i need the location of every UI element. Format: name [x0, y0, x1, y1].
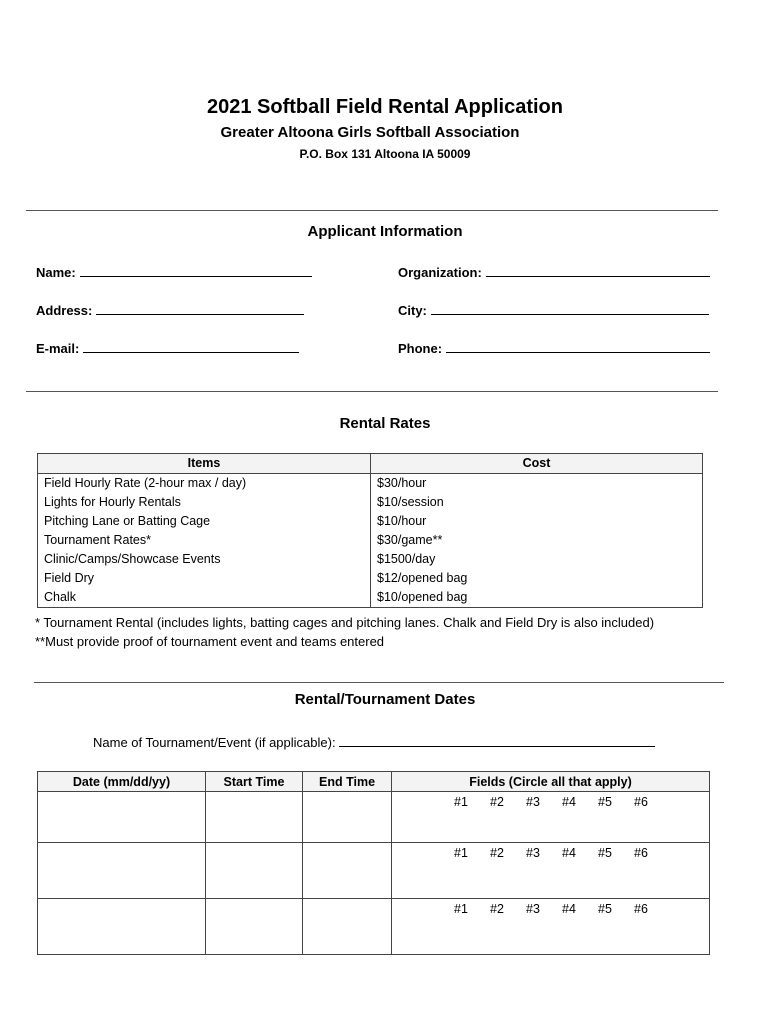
field-option-6[interactable]: #6: [634, 795, 648, 809]
start-time-cell[interactable]: [206, 843, 303, 899]
table-row: [38, 588, 703, 608]
end-time-cell[interactable]: [303, 899, 392, 955]
rate-cost: $30/game**: [371, 531, 703, 550]
rate-item: Chalk: [38, 588, 371, 608]
rate-item: Field Dry: [38, 569, 371, 588]
field-option-5[interactable]: #5: [598, 795, 612, 809]
divider-top: [26, 210, 718, 211]
address-label: Address:: [36, 303, 93, 318]
applicant-heading: Applicant Information: [307, 223, 463, 240]
proof-note: **Must provide proof of tournament event and teams entered: [35, 634, 385, 649]
rate-cost: $12/opened bag: [371, 569, 703, 588]
table-row: [38, 531, 703, 550]
start-time-cell[interactable]: [206, 792, 303, 843]
field-option-4[interactable]: #4: [562, 795, 576, 809]
fields-cell: [392, 899, 710, 955]
table-row: [38, 550, 703, 569]
field-option-5[interactable]: #5: [598, 846, 612, 860]
items-column-header: Items: [38, 454, 371, 474]
field-option-1[interactable]: #1: [454, 846, 468, 860]
rate-cost: $1500/day: [371, 550, 703, 569]
page-title: 2021 Softball Field Rental Application: [207, 96, 563, 118]
fields-cell: [392, 792, 710, 843]
table-row: [38, 493, 703, 512]
dates-heading: Rental/Tournament Dates: [294, 691, 476, 708]
rate-cost: $10/session: [371, 493, 703, 512]
field-option-6[interactable]: #6: [634, 902, 648, 916]
table-row: [38, 474, 703, 494]
date-cell[interactable]: [38, 899, 206, 955]
rate-item: Pitching Lane or Batting Cage: [38, 512, 371, 531]
rate-cost: $10/opened bag: [371, 588, 703, 608]
field-option-1[interactable]: #1: [454, 795, 468, 809]
rates-heading: Rental Rates: [339, 415, 431, 432]
email-field[interactable]: [36, 340, 299, 356]
field-option-3[interactable]: #3: [526, 795, 540, 809]
phone-field[interactable]: [398, 340, 710, 356]
rate-cost: $30/hour: [371, 474, 703, 494]
field-option-1[interactable]: #1: [454, 902, 468, 916]
mailing-address: P.O. Box 131 Altoona IA 50009: [299, 147, 471, 161]
phone-label: Phone:: [398, 341, 443, 356]
cost-column-header: Cost: [371, 454, 703, 474]
date-cell[interactable]: [38, 792, 206, 843]
rental-dates-table: [37, 771, 710, 955]
date-column-header: Date (mm/dd/yy): [38, 772, 206, 792]
event-name-label: Name of Tournament/Event (if applicable):: [93, 735, 340, 750]
rate-cost: $10/hour: [371, 512, 703, 531]
field-option-2[interactable]: #2: [490, 846, 504, 860]
field-option-4[interactable]: #4: [562, 846, 576, 860]
name-field[interactable]: [36, 264, 312, 280]
city-label: City:: [398, 303, 427, 318]
end-time-column-header: End Time: [303, 772, 392, 792]
table-row: [38, 792, 710, 843]
table-row: [38, 899, 710, 955]
start-time-column-header: Start Time: [206, 772, 303, 792]
rate-item: Tournament Rates*: [38, 531, 371, 550]
rates-header-row: [38, 454, 703, 474]
event-name-field[interactable]: [93, 734, 655, 750]
name-label: Name:: [36, 265, 76, 280]
organization-subtitle: Greater Altoona Girls Softball Association: [220, 124, 520, 141]
fields-column-header: Fields (Circle all that apply): [392, 772, 710, 792]
divider-bottom: [34, 682, 724, 683]
table-row: [38, 843, 710, 899]
field-option-3[interactable]: #3: [526, 902, 540, 916]
rental-rates-table: [37, 453, 703, 608]
field-option-6[interactable]: #6: [634, 846, 648, 860]
fields-cell: [392, 843, 710, 899]
dates-header-row: [38, 772, 710, 792]
divider-middle: [26, 391, 718, 392]
tournament-note: * Tournament Rental (includes lights, batting cages and pitching lanes. Chalk and Field Dry is also included): [35, 615, 655, 630]
rate-item: Lights for Hourly Rentals: [38, 493, 371, 512]
start-time-cell[interactable]: [206, 899, 303, 955]
email-label: E-mail:: [36, 341, 80, 356]
field-option-2[interactable]: #2: [490, 795, 504, 809]
field-option-2[interactable]: #2: [490, 902, 504, 916]
rate-item: Clinic/Camps/Showcase Events: [38, 550, 371, 569]
field-option-5[interactable]: #5: [598, 902, 612, 916]
city-field[interactable]: [398, 302, 709, 318]
table-row: [38, 569, 703, 588]
organization-field[interactable]: [398, 264, 710, 280]
field-option-3[interactable]: #3: [526, 846, 540, 860]
field-option-4[interactable]: #4: [562, 902, 576, 916]
end-time-cell[interactable]: [303, 792, 392, 843]
table-row: [38, 512, 703, 531]
organization-label: Organization:: [398, 265, 482, 280]
rate-item: Field Hourly Rate (2-hour max / day): [38, 474, 371, 494]
address-field[interactable]: [36, 302, 304, 318]
date-cell[interactable]: [38, 843, 206, 899]
end-time-cell[interactable]: [303, 843, 392, 899]
